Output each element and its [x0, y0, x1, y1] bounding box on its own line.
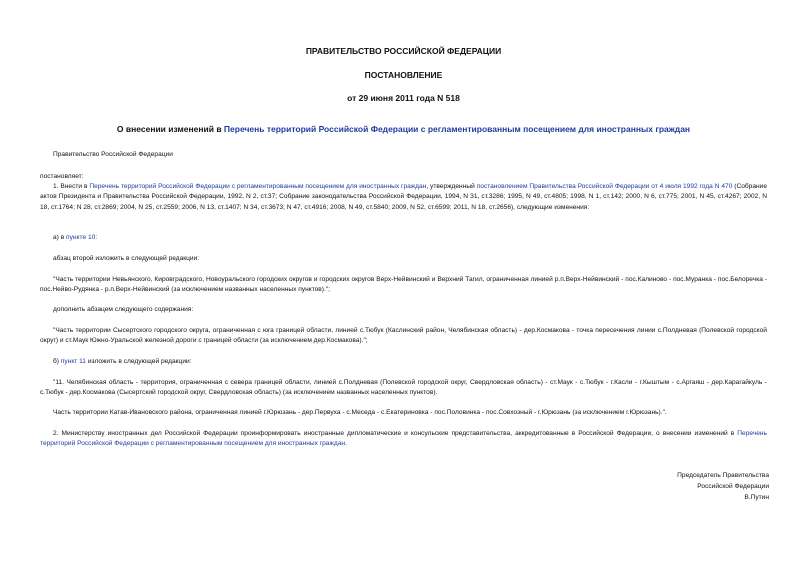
government-heading: ПРАВИТЕЛЬСТВО РОССИЙСКОЙ ФЕДЕРАЦИИ — [305, 46, 502, 56]
b-text-start: б) — [53, 358, 61, 365]
p2-list-link[interactable]: Перечень территорий Российской Федерации с регламентированным посещением для иностранных граждан — [40, 430, 767, 448]
a-text-start: а) в — [53, 234, 67, 241]
title-link[interactable]: Перечень территорий Российской Федерации с регламентированным посещением для иностранных граждан — [223, 124, 691, 134]
document-date: от 29 июня 2011 года N 518 — [347, 93, 460, 103]
title-prefix: О внесении изменений в — [116, 124, 224, 134]
quote-1: "Часть территории Невьянского, Кировградского, Новоуральского городских округов и городских округов Верх-Нейвинский и Верхний Тагил, ограниченная линией р.п.Верх-Нейвинский - пос.Калиново - пос.Муранка - пос.Белоречка - пос.Нейво-Рудянка - р.п.Верх-Нейвинский (за исключением названных населенных пунктов)."; — [40, 276, 767, 294]
subitem-b — [53, 357, 753, 367]
decrees-text: постановляет: — [40, 173, 84, 180]
p2-text-end: . — [345, 440, 347, 448]
add-paragraph-instruction: дополнить абзацем следующего содержания: — [53, 306, 194, 313]
government-name: Правительство Российской Федерации — [53, 151, 173, 158]
subitem-a-instruction: абзац второй изложить в следующей редакции: — [53, 255, 200, 262]
p1-list-link[interactable]: Перечень территорий Российской Федерации с регламентированным посещением для иностранных граждан — [89, 183, 427, 190]
p1-text-end: (Собрание актов Президента и Правительства Российской Федерации, 1992, N 2, ст.37; Собрание законодательства Российской Федерации, 1994, N 31, ст.3286; 1995, N 49, ст.4805; 1998, N 1, ст.142; 2000, N 6, ст.775; 2001, N 45, ст.4267; 2002, N 18, ст.1764; N 28, ст.2869; 2004, N 25, ст.2559; 2006, N 13, ст.1407; N 34, ст.3673; N 47, ст.4916; 2008, N 49, ст.5840; 2009, N 52, ст.6599; 2011, N 18, ст.2656), следующие изменения: — [40, 183, 767, 211]
p1-resolution-link[interactable]: постановлением Правительства Российской Федерации от 4 июля 1992 года N 470 — [476, 183, 733, 190]
signature-organization: Российской Федерации — [697, 483, 769, 490]
paragraph-2 — [40, 429, 767, 450]
signature-position: Председатель Правительства — [677, 472, 769, 479]
paragraph-1 — [40, 182, 767, 213]
p1-text-mid: , утвержденный — [426, 183, 477, 190]
quote-2: "Часть территории Сысертского городского округа, ограниченная с юга границей области, линией с.Тюбук (Каслинский район, Челябинская область) - дер.Космакова - точка пересечения линии с.Полдневая (Полевской городской округ) и ст.Маук Южно-Уральской железной дороги с границей области (за исключением дер.Космакова)."; — [40, 327, 767, 345]
subitem-a — [53, 233, 753, 243]
signature-block — [677, 470, 769, 503]
document-title — [40, 124, 767, 134]
point-11-link[interactable]: пункт 11 — [60, 358, 86, 365]
document-type: ПОСТАНОВЛЕНИЕ — [364, 70, 443, 80]
p2-text-start: 2. Министерству иностранных дел Российской Федерации проинформировать иностранные дипломатические и консульские представительства, аккредитованные в Российской Федерации, о внесении изменений в — [53, 430, 738, 437]
p1-text-start: 1. Внести в — [53, 183, 90, 190]
point-10-link[interactable]: пункте 10 — [66, 234, 96, 241]
quote-4: Часть территории Катав-Ивановского района, ограниченная линией г.Юрюзань - дер.Первуха - с.Меседа - с.Екатериновка - пос.Половинка - пос.Совхозный - г.Юрюзань (за исключением г.Юрюзань).". — [53, 409, 667, 416]
quote-3: "11. Челябинская область - территория, ограниченная с севера границей области, линией с.Полдневая (Полевской городской округ, Свердловская область) - ст.Маук - с.Тюбук - г.Касли - г.Кыштым - с.Аргаяш - дер.Карагайкуль - с.Тюбук - дер.Космакова (Сысертский городской округ, Свердловская область) (за исключением названных населенных пунктов). — [40, 379, 767, 397]
b-text-end: изложить в следующей редакции: — [85, 358, 192, 365]
a-text-end: : — [95, 234, 98, 241]
signature-name: В.Путин — [744, 494, 769, 501]
